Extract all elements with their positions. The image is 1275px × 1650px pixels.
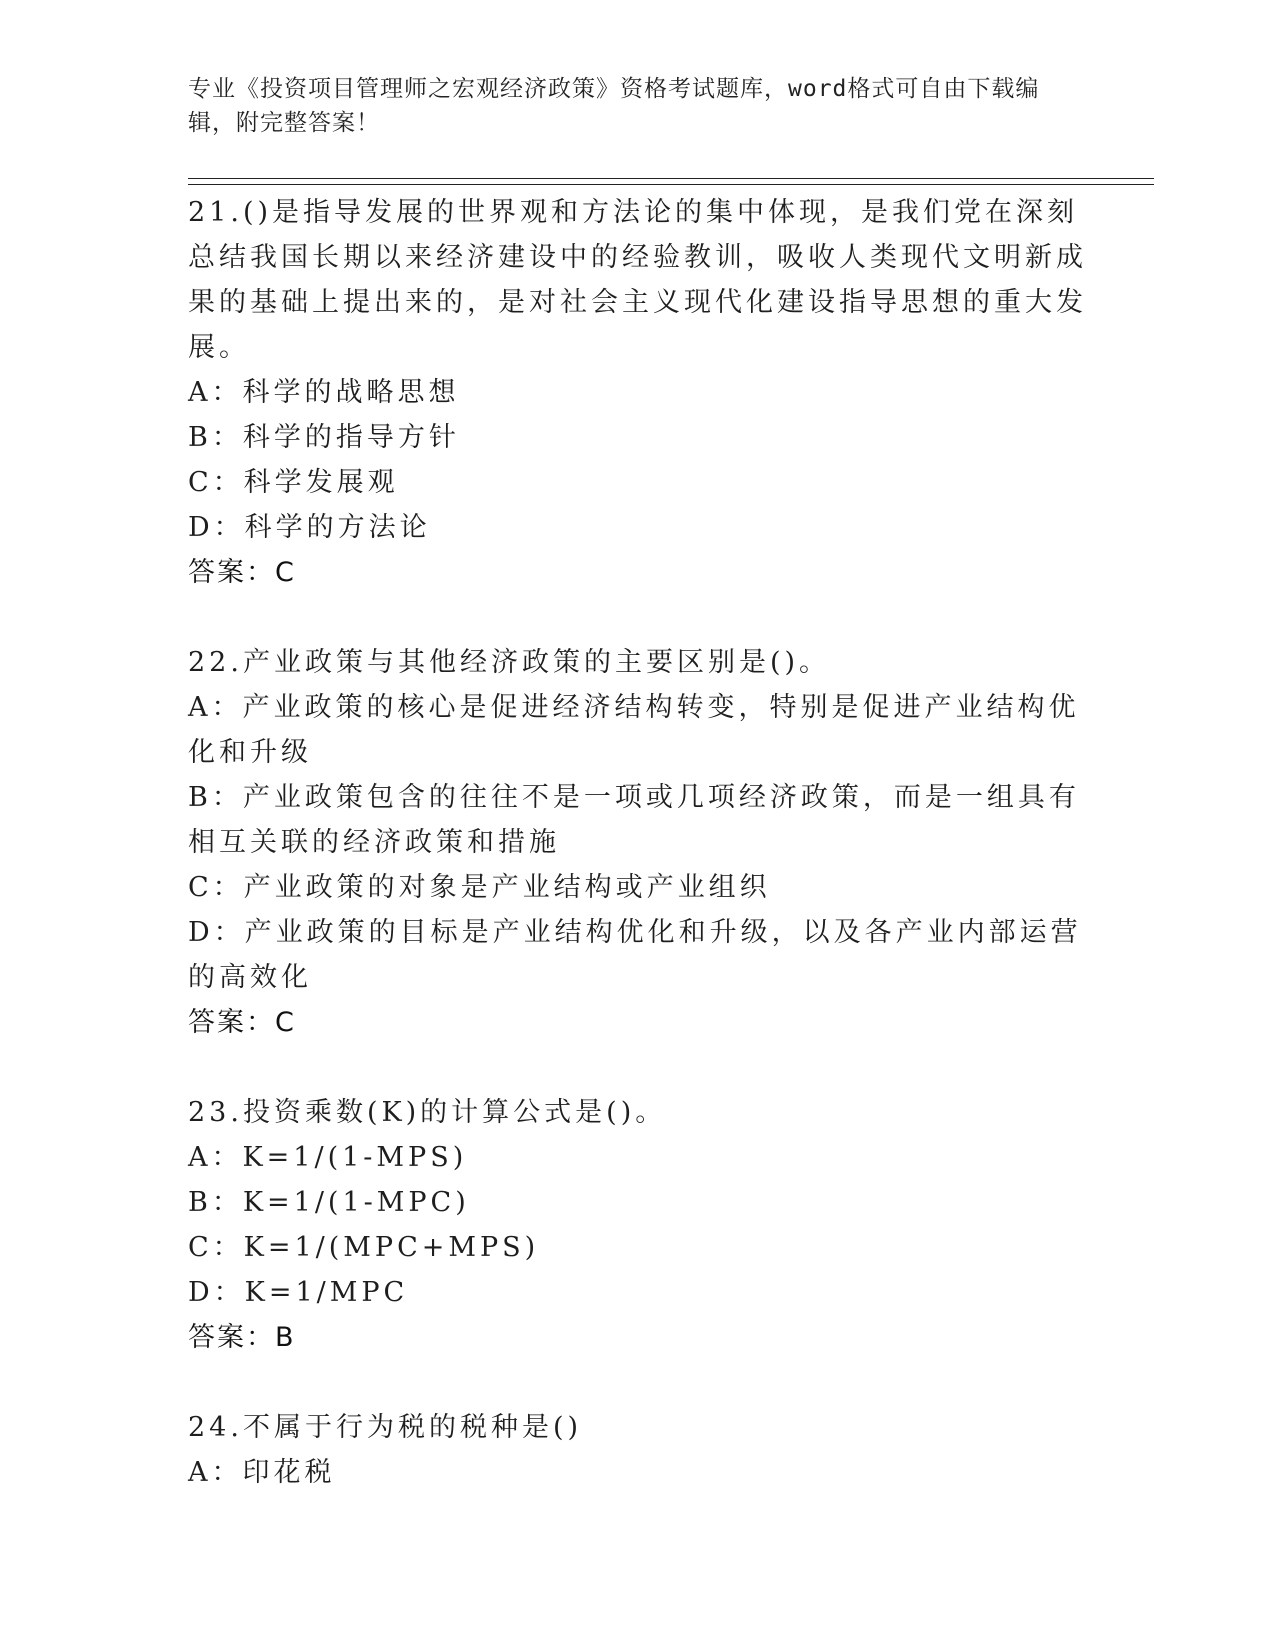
spacer bbox=[188, 595, 1088, 640]
option-a: A：印花税 bbox=[188, 1457, 336, 1488]
option-a: A：科学的战略思想 bbox=[188, 377, 460, 408]
spacer bbox=[188, 1045, 1088, 1090]
document-header: 专业《投资项目管理师之宏观经济政策》资格考试题库，word格式可自由下载编辑，附完整答案！ bbox=[188, 76, 1040, 136]
answer: 答案：C bbox=[188, 557, 296, 588]
option-c: C：K=1/(MPC+MPS) bbox=[188, 1232, 540, 1263]
question-stem: 24.不属于行为税的税种是() bbox=[188, 1412, 583, 1443]
question-23 bbox=[188, 1090, 1088, 1360]
option-b: B：产业政策包含的往往不是一项或几项经济政策，而是一组具有相互关联的经济政策和措施 bbox=[188, 782, 1080, 858]
question-stem: 21.()是指导发展的世界观和方法论的集中体现，是我们党在深刻总结我国长期以来经济建设中的经验教训，吸收人类现代文明新成果的基础上提出来的，是对社会主义现代化建设指导思想的重大发展。 bbox=[188, 197, 1087, 363]
answer: 答案：C bbox=[188, 1007, 296, 1038]
option-a: A：K=1/(1-MPS) bbox=[188, 1142, 468, 1173]
option-c: C：科学发展观 bbox=[188, 467, 399, 498]
question-24 bbox=[188, 1405, 1088, 1495]
option-b: B：K=1/(1-MPC) bbox=[188, 1187, 470, 1218]
question-list bbox=[188, 190, 1088, 1495]
spacer bbox=[188, 1360, 1088, 1405]
option-d: D：K=1/MPC bbox=[188, 1277, 409, 1308]
option-d: D：产业政策的目标是产业结构优化和升级，以及各产业内部运营的高效化 bbox=[188, 917, 1082, 993]
question-21 bbox=[188, 190, 1088, 595]
option-d: D：科学的方法论 bbox=[188, 512, 431, 543]
option-a: A：产业政策的核心是促进经济结构转变，特别是促进产业结构优化和升级 bbox=[188, 692, 1080, 768]
answer: 答案：B bbox=[188, 1322, 296, 1353]
header-divider-top bbox=[188, 178, 1154, 179]
option-c: C：产业政策的对象是产业结构或产业组织 bbox=[188, 872, 771, 903]
question-stem: 22.产业政策与其他经济政策的主要区别是()。 bbox=[188, 647, 831, 678]
question-22 bbox=[188, 640, 1088, 1045]
question-stem: 23.投资乘数(K)的计算公式是()。 bbox=[188, 1097, 667, 1128]
option-b: B：科学的指导方针 bbox=[188, 422, 460, 453]
header-divider-bottom bbox=[188, 184, 1154, 185]
